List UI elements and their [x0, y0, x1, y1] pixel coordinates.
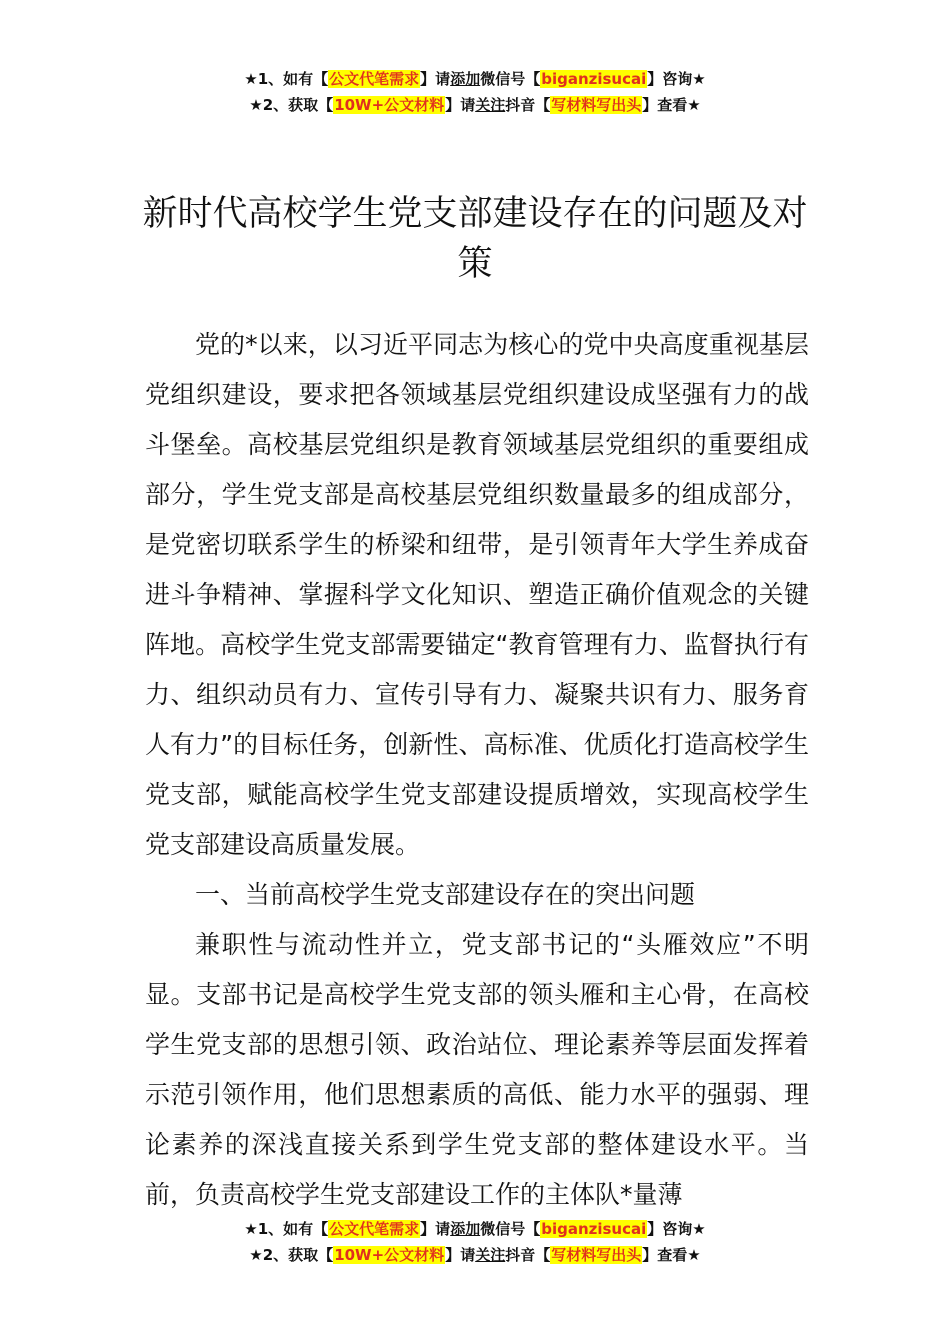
banner-text: ★2、获取【 [249, 1246, 334, 1264]
banner-emphasis: 关注 [475, 1246, 506, 1264]
banner-text: 】请 [420, 1220, 451, 1238]
highlighted-douyin-account: 写材料写出头 [551, 96, 642, 114]
banner-text: ★1、如有【 [244, 70, 329, 88]
banner-text: 】请 [445, 96, 476, 114]
highlighted-service: 公文代笔需求 [329, 70, 420, 88]
header-banner [0, 66, 950, 118]
highlighted-materials: 10W+公文材料 [334, 96, 445, 114]
highlighted-wechat-id: biganzisucai [541, 1220, 647, 1238]
banner-text: ★1、如有【 [244, 1220, 329, 1238]
banner-line-2 [0, 1242, 950, 1268]
banner-text: 】查看★ [642, 1246, 701, 1264]
banner-text: 微信号【 [480, 1220, 541, 1238]
highlighted-service: 公文代笔需求 [329, 1220, 420, 1238]
body-paragraph: 兼职性与流动性并立，党支部书记的“头雁效应”不明显。支部书记是高校学生党支部的领头雁和主心骨，在高校学生党支部的思想引领、政治站位、理论素养等层面发挥着示范引领作用，他们思想素质的高低、能力水平的强弱、理论素养的深浅直接关系到学生党支部的整体建设水平。当前，负责高校学生党支部建设工作的主体队*量薄 [145, 930, 809, 1209]
banner-text: 抖音【 [505, 1246, 551, 1264]
banner-line-2 [0, 92, 950, 118]
highlighted-douyin-account: 写材料写出头 [551, 1246, 642, 1264]
banner-line-1 [0, 1216, 950, 1242]
section-heading: 一、当前高校学生党支部建设存在的突出问题 [195, 880, 696, 909]
banner-line-1 [0, 66, 950, 92]
banner-text: 】请 [445, 1246, 476, 1264]
banner-text: 】请 [420, 70, 451, 88]
banner-text: 微信号【 [480, 70, 541, 88]
banner-text: 】咨询★ [647, 1220, 706, 1238]
banner-text: 】咨询★ [647, 70, 706, 88]
document-title: 新时代高校学生党支部建设存在的问题及对策 [142, 194, 808, 285]
highlighted-wechat-id: biganzisucai [541, 70, 647, 88]
banner-emphasis: 添加 [450, 1220, 481, 1238]
intro-paragraph: 党的*以来，以习近平同志为核心的党中央高度重视基层党组织建设，要求把各领域基层党组织建设成坚强有力的战斗堡垒。高校基层党组织是教育领域基层党组织的重要组成部分，学生党支部是高校基层党组织数量最多的组成部分，是党密切联系学生的桥梁和纽带，是引领青年大学生养成奋进斗争精神、掌握科学文化知识、塑造正确价值观念的关键阵地。高校学生党支部需要锚定“教育管理有力、监督执行有力、组织动员有力、宣传引导有力、凝聚共识有力、服务育人有力”的目标任务，创新性、高标准、优质化打造高校学生党支部，赋能高校学生党支部建设提质增效，实现高校学生党支部建设高质量发展。 [145, 330, 809, 859]
banner-emphasis: 关注 [475, 96, 506, 114]
banner-emphasis: 添加 [450, 70, 481, 88]
banner-text: 】查看★ [642, 96, 701, 114]
footer-banner [0, 1216, 950, 1268]
banner-text: 抖音【 [505, 96, 551, 114]
banner-text: ★2、获取【 [249, 96, 334, 114]
document-body [145, 320, 809, 1220]
highlighted-materials: 10W+公文材料 [334, 1246, 445, 1264]
